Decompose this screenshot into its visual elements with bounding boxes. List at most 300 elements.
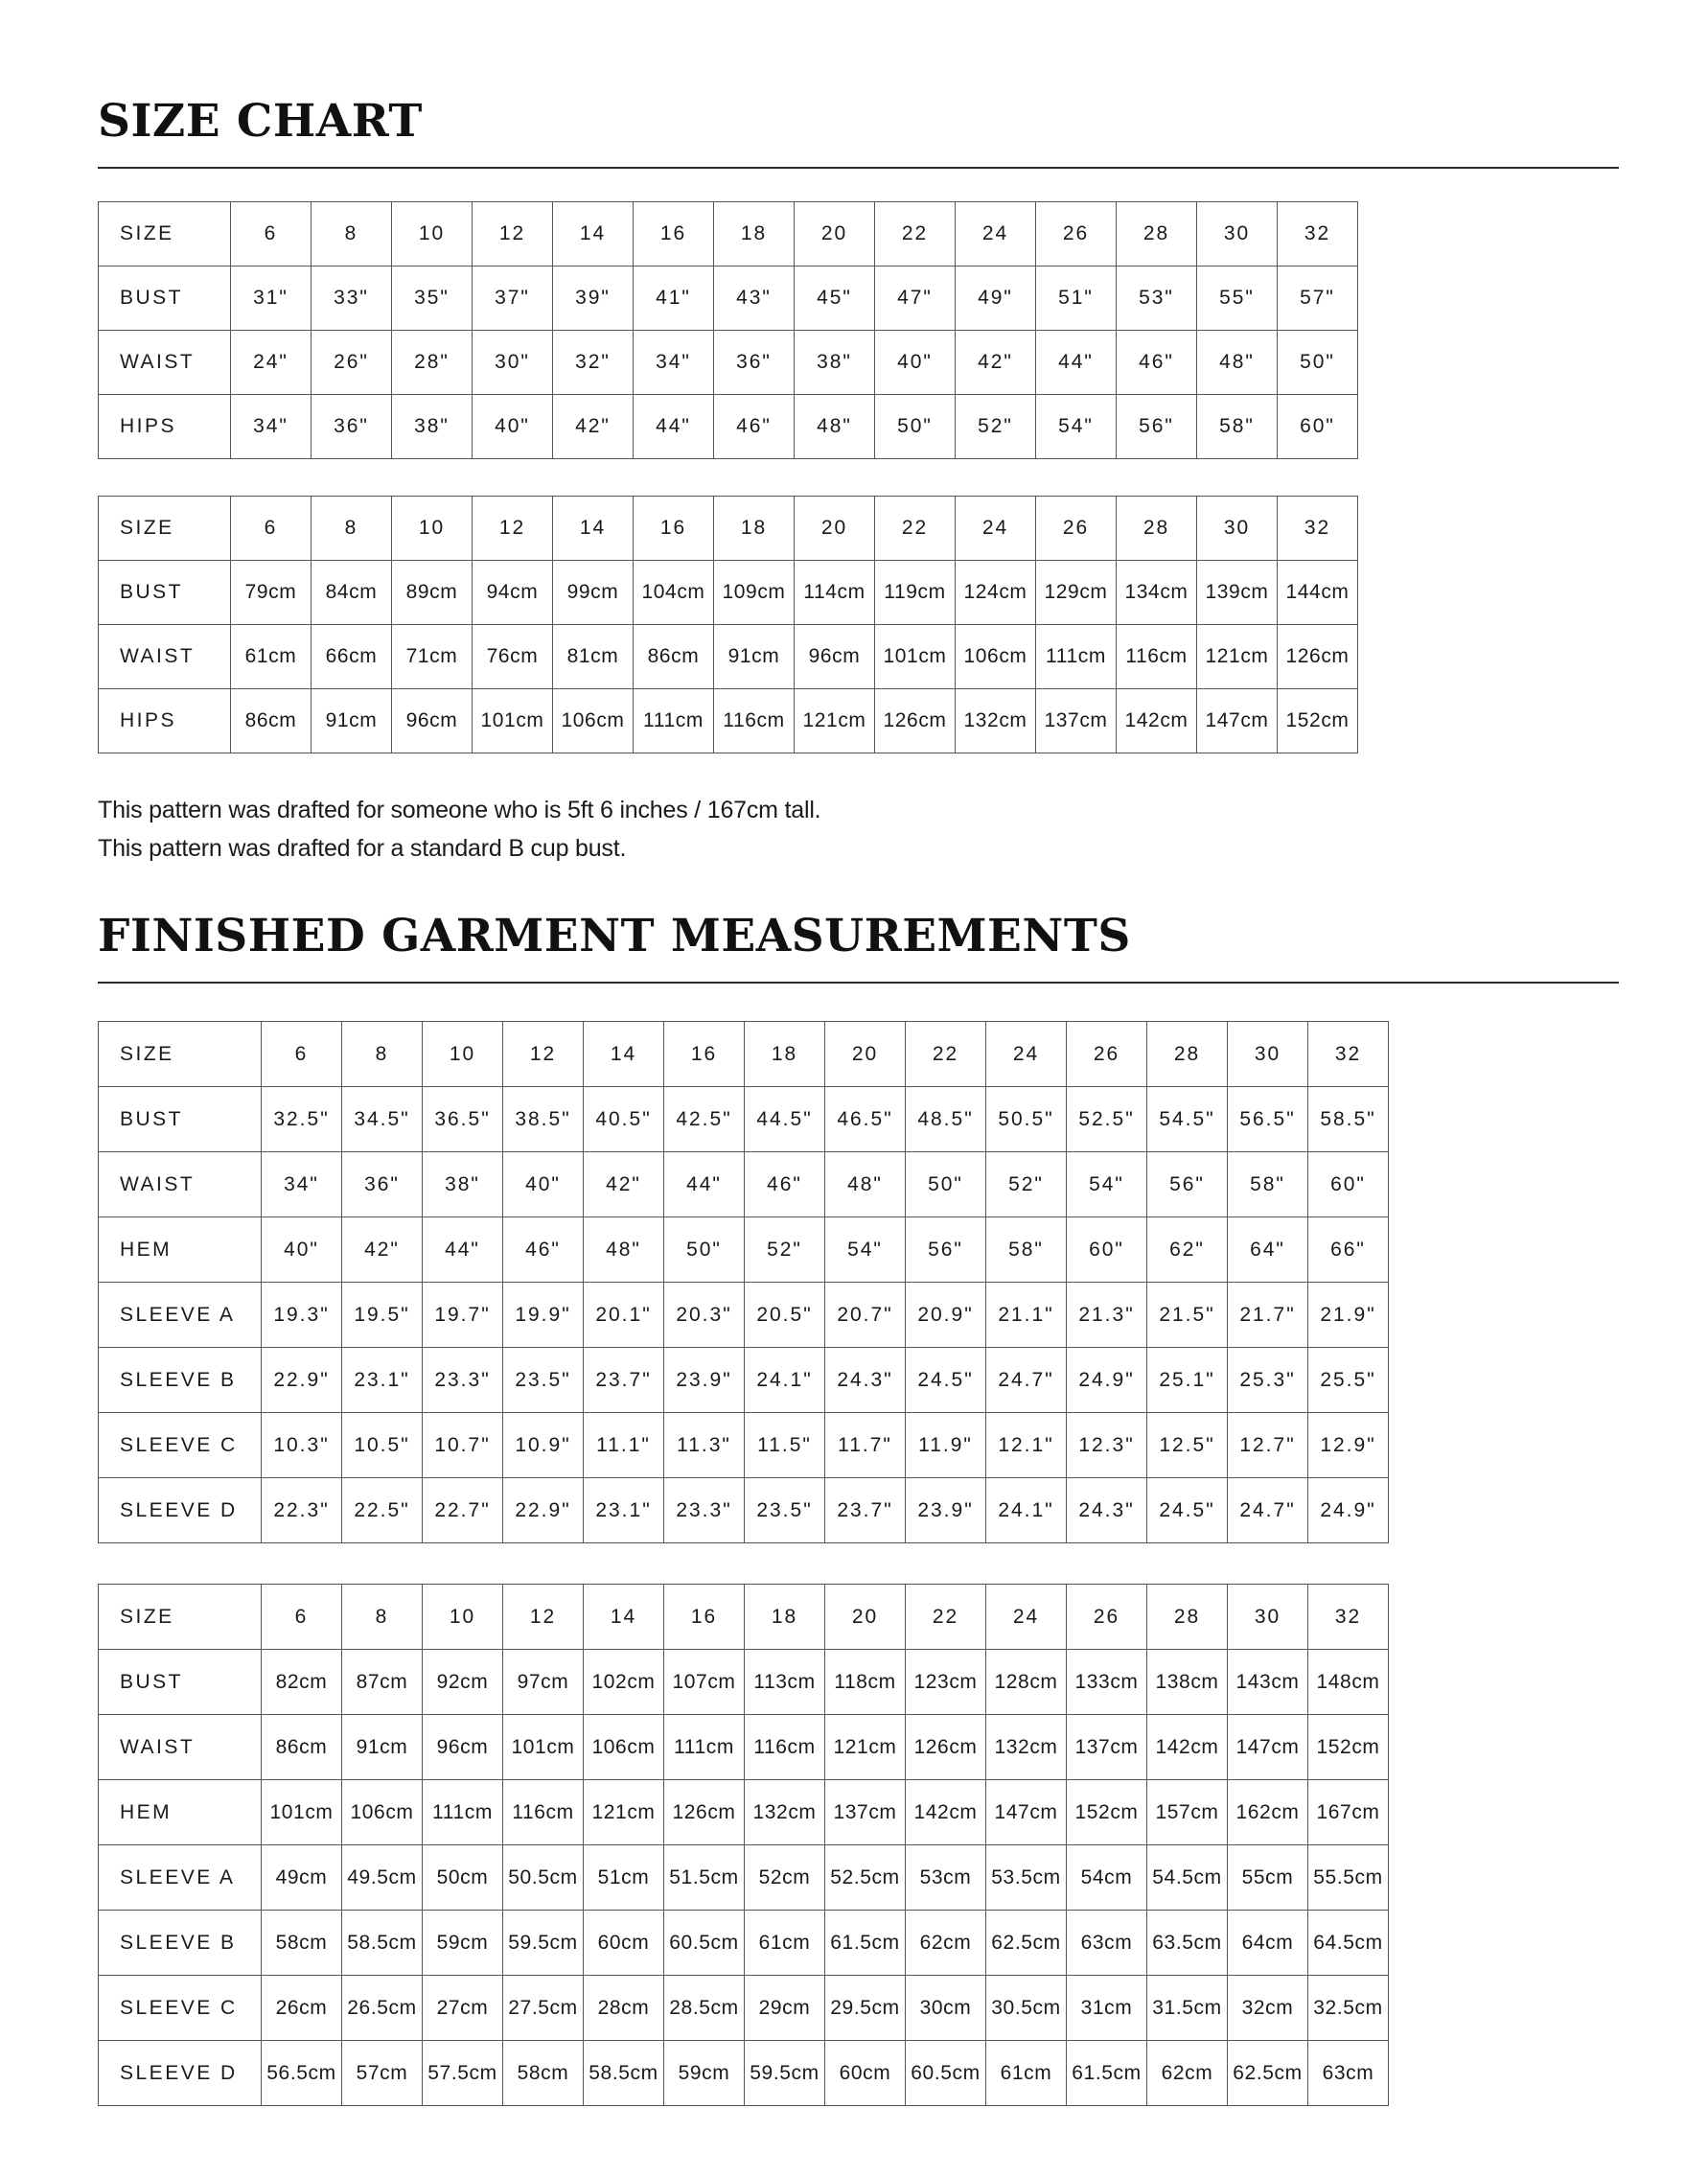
measurement-cell: 24.1" (745, 1348, 825, 1413)
size-header-cell: 14 (584, 1585, 664, 1650)
measurement-cell: 49.5cm (342, 1845, 423, 1911)
measurement-cell: 50" (664, 1217, 745, 1283)
size-header-cell: 10 (423, 1022, 503, 1087)
row-label: SLEEVE A (99, 1283, 262, 1348)
size-chart-inches-table (98, 201, 1358, 459)
measurement-cell: 22.5" (342, 1478, 423, 1543)
measurement-cell: 54" (825, 1217, 906, 1283)
measurement-cell: 144cm (1278, 561, 1358, 625)
row-label: SLEEVE D (99, 1478, 262, 1543)
measurement-cell: 132cm (745, 1780, 825, 1845)
measurement-cell: 24.5" (1147, 1478, 1228, 1543)
table-row (99, 266, 1358, 331)
row-label: HIPS (99, 395, 231, 459)
measurement-cell: 121cm (584, 1780, 664, 1845)
measurement-cell: 10.3" (262, 1413, 342, 1478)
measurement-cell: 12.3" (1067, 1413, 1147, 1478)
finished-garment-divider (98, 982, 1619, 984)
table-row (99, 1087, 1389, 1152)
measurement-cell: 86cm (634, 625, 714, 689)
measurement-cell: 12.9" (1308, 1413, 1389, 1478)
measurement-cell: 62.5cm (986, 1911, 1067, 1976)
size-header-cell: 30 (1228, 1022, 1308, 1087)
measurement-cell: 46" (714, 395, 795, 459)
measurement-cell: 59.5cm (503, 1911, 584, 1976)
size-header-cell: 10 (423, 1585, 503, 1650)
measurement-cell: 40.5" (584, 1087, 664, 1152)
measurement-cell: 26" (312, 331, 392, 395)
measurement-cell: 44" (634, 395, 714, 459)
measurement-cell: 101cm (875, 625, 956, 689)
size-header-cell: 16 (664, 1022, 745, 1087)
measurement-cell: 32cm (1228, 1976, 1308, 2041)
row-label: SLEEVE C (99, 1976, 262, 2041)
measurement-cell: 34.5" (342, 1087, 423, 1152)
measurement-cell: 50cm (423, 1845, 503, 1911)
measurement-cell: 30cm (906, 1976, 986, 2041)
measurement-cell: 106cm (342, 1780, 423, 1845)
measurement-cell: 55cm (1228, 1845, 1308, 1911)
size-header-cell: 12 (503, 1585, 584, 1650)
measurement-cell: 42" (956, 331, 1036, 395)
measurement-cell: 39" (553, 266, 634, 331)
measurement-cell: 12.7" (1228, 1413, 1308, 1478)
measurement-cell: 22.9" (503, 1478, 584, 1543)
measurement-cell: 36" (312, 395, 392, 459)
measurement-cell: 157cm (1147, 1780, 1228, 1845)
measurement-cell: 32.5cm (1308, 1976, 1389, 2041)
size-header-cell: 26 (1036, 497, 1117, 561)
size-header-cell: 8 (342, 1022, 423, 1087)
measurement-cell: 54" (1036, 395, 1117, 459)
measurement-cell: 24.1" (986, 1478, 1067, 1543)
row-label: HEM (99, 1780, 262, 1845)
measurement-cell: 46" (503, 1217, 584, 1283)
measurement-cell: 97cm (503, 1650, 584, 1715)
measurement-cell: 24.9" (1308, 1478, 1389, 1543)
table-row (99, 395, 1358, 459)
measurement-cell: 31cm (1067, 1976, 1147, 2041)
row-label: BUST (99, 1650, 262, 1715)
measurement-cell: 58" (986, 1217, 1067, 1283)
measurement-cell: 52" (956, 395, 1036, 459)
measurement-cell: 58cm (503, 2041, 584, 2106)
measurement-cell: 113cm (745, 1650, 825, 1715)
measurement-cell: 26cm (262, 1976, 342, 2041)
row-label: HEM (99, 1217, 262, 1283)
measurement-cell: 11.9" (906, 1413, 986, 1478)
measurement-cell: 53" (1117, 266, 1197, 331)
measurement-cell: 48" (584, 1217, 664, 1283)
table-row (99, 331, 1358, 395)
pattern-notes (98, 791, 820, 868)
measurement-cell: 11.1" (584, 1413, 664, 1478)
measurement-cell: 51" (1036, 266, 1117, 331)
table-row (99, 561, 1358, 625)
finished-garment-inches-table (98, 1021, 1389, 1543)
row-label: WAIST (99, 331, 231, 395)
measurement-cell: 64cm (1228, 1911, 1308, 1976)
size-header-cell: 28 (1147, 1585, 1228, 1650)
table-row (99, 1413, 1389, 1478)
size-header-row (99, 1585, 1389, 1650)
measurement-cell: 46" (1117, 331, 1197, 395)
measurement-cell: 58.5cm (342, 1911, 423, 1976)
measurement-cell: 58" (1228, 1152, 1308, 1217)
row-label: BUST (99, 266, 231, 331)
measurement-cell: 152cm (1067, 1780, 1147, 1845)
measurement-cell: 56" (906, 1217, 986, 1283)
row-label: BUST (99, 1087, 262, 1152)
measurement-cell: 62cm (1147, 2041, 1228, 2106)
measurement-cell: 63cm (1308, 2041, 1389, 2106)
size-header-cell: 16 (664, 1585, 745, 1650)
size-header-cell: 30 (1228, 1585, 1308, 1650)
measurement-cell: 24.7" (986, 1348, 1067, 1413)
measurement-cell: 32.5" (262, 1087, 342, 1152)
measurement-cell: 36" (714, 331, 795, 395)
measurement-cell: 54.5" (1147, 1087, 1228, 1152)
measurement-cell: 142cm (1117, 689, 1197, 753)
size-header-cell: 26 (1067, 1585, 1147, 1650)
size-header-cell: 14 (584, 1022, 664, 1087)
measurement-cell: 29cm (745, 1976, 825, 2041)
row-label: WAIST (99, 1152, 262, 1217)
measurement-cell: 19.7" (423, 1283, 503, 1348)
measurement-cell: 71cm (392, 625, 473, 689)
measurement-cell: 60cm (584, 1911, 664, 1976)
measurement-cell: 20.3" (664, 1283, 745, 1348)
size-header-cell: 20 (795, 202, 875, 266)
size-header-cell: 10 (392, 497, 473, 561)
measurement-cell: 47" (875, 266, 956, 331)
measurement-cell: 126cm (1278, 625, 1358, 689)
size-header-cell: 20 (795, 497, 875, 561)
table-row (99, 1650, 1389, 1715)
measurement-cell: 57" (1278, 266, 1358, 331)
measurement-cell: 44" (664, 1152, 745, 1217)
measurement-cell: 61cm (231, 625, 312, 689)
measurement-cell: 50" (875, 395, 956, 459)
measurement-cell: 106cm (956, 625, 1036, 689)
size-header-cell: 26 (1036, 202, 1117, 266)
measurement-cell: 91cm (312, 689, 392, 753)
measurement-cell: 123cm (906, 1650, 986, 1715)
measurement-cell: 12.5" (1147, 1413, 1228, 1478)
measurement-cell: 24" (231, 331, 312, 395)
measurement-cell: 61cm (986, 2041, 1067, 2106)
measurement-cell: 81cm (553, 625, 634, 689)
size-header-cell: 18 (714, 202, 795, 266)
measurement-cell: 62.5cm (1228, 2041, 1308, 2106)
measurement-cell: 21.7" (1228, 1283, 1308, 1348)
measurement-cell: 23.5" (745, 1478, 825, 1543)
size-header-cell: 28 (1147, 1022, 1228, 1087)
measurement-cell: 139cm (1197, 561, 1278, 625)
size-header-cell: 8 (312, 202, 392, 266)
measurement-cell: 19.9" (503, 1283, 584, 1348)
measurement-cell: 20.1" (584, 1283, 664, 1348)
measurement-cell: 20.5" (745, 1283, 825, 1348)
measurement-cell: 111cm (634, 689, 714, 753)
measurement-cell: 55" (1197, 266, 1278, 331)
measurement-cell: 38" (423, 1152, 503, 1217)
measurement-cell: 31.5cm (1147, 1976, 1228, 2041)
measurement-cell: 27cm (423, 1976, 503, 2041)
measurement-cell: 50.5cm (503, 1845, 584, 1911)
size-header-cell: 24 (986, 1585, 1067, 1650)
measurement-cell: 30.5cm (986, 1976, 1067, 2041)
measurement-cell: 48" (825, 1152, 906, 1217)
measurement-cell: 111cm (423, 1780, 503, 1845)
size-header-cell: 32 (1308, 1022, 1389, 1087)
measurement-cell: 24.7" (1228, 1478, 1308, 1543)
measurement-cell: 60cm (825, 2041, 906, 2106)
size-row-label: SIZE (99, 1585, 262, 1650)
row-label: HIPS (99, 689, 231, 753)
measurement-cell: 137cm (1036, 689, 1117, 753)
size-header-row (99, 1022, 1389, 1087)
measurement-cell: 22.9" (262, 1348, 342, 1413)
pattern-note-cup: This pattern was drafted for a standard B cup bust. (98, 835, 627, 862)
size-header-cell: 18 (714, 497, 795, 561)
measurement-cell: 24.9" (1067, 1348, 1147, 1413)
measurement-cell: 42" (553, 395, 634, 459)
measurement-cell: 59cm (423, 1911, 503, 1976)
measurement-cell: 48" (1197, 331, 1278, 395)
measurement-cell: 96cm (423, 1715, 503, 1780)
measurement-cell: 91cm (714, 625, 795, 689)
measurement-cell: 66" (1308, 1217, 1389, 1283)
measurement-cell: 50" (906, 1152, 986, 1217)
measurement-cell: 106cm (553, 689, 634, 753)
measurement-cell: 43" (714, 266, 795, 331)
measurement-cell: 21.1" (986, 1283, 1067, 1348)
measurement-cell: 40" (473, 395, 553, 459)
measurement-cell: 55.5cm (1308, 1845, 1389, 1911)
size-header-cell: 12 (473, 202, 553, 266)
measurement-cell: 34" (231, 395, 312, 459)
size-header-cell: 8 (312, 497, 392, 561)
size-header-cell: 10 (392, 202, 473, 266)
measurement-cell: 58.5cm (584, 2041, 664, 2106)
measurement-cell: 56.5cm (262, 2041, 342, 2106)
measurement-cell: 76cm (473, 625, 553, 689)
measurement-cell: 23.7" (584, 1348, 664, 1413)
measurement-cell: 147cm (1228, 1715, 1308, 1780)
size-header-cell: 24 (956, 497, 1036, 561)
table-row (99, 1152, 1389, 1217)
table-row (99, 689, 1358, 753)
measurement-cell: 11.3" (664, 1413, 745, 1478)
measurement-cell: 137cm (825, 1780, 906, 1845)
measurement-cell: 22.3" (262, 1478, 342, 1543)
measurement-cell: 37" (473, 266, 553, 331)
measurement-cell: 57cm (342, 2041, 423, 2106)
measurement-cell: 42" (342, 1217, 423, 1283)
measurement-cell: 46.5" (825, 1087, 906, 1152)
measurement-cell: 114cm (795, 561, 875, 625)
measurement-cell: 87cm (342, 1650, 423, 1715)
measurement-cell: 19.3" (262, 1283, 342, 1348)
measurement-cell: 27.5cm (503, 1976, 584, 2041)
measurement-cell: 48.5" (906, 1087, 986, 1152)
measurement-cell: 99cm (553, 561, 634, 625)
table-row (99, 625, 1358, 689)
measurement-cell: 66cm (312, 625, 392, 689)
measurement-cell: 46" (745, 1152, 825, 1217)
measurement-cell: 111cm (664, 1715, 745, 1780)
measurement-cell: 21.9" (1308, 1283, 1389, 1348)
size-header-cell: 18 (745, 1585, 825, 1650)
measurement-cell: 142cm (1147, 1715, 1228, 1780)
measurement-cell: 50.5" (986, 1087, 1067, 1152)
size-chart-title: SIZE CHART (98, 95, 423, 148)
size-header-row (99, 497, 1358, 561)
measurement-cell: 23.7" (825, 1478, 906, 1543)
size-header-cell: 22 (906, 1022, 986, 1087)
finished-garment-cm-table (98, 1584, 1389, 2106)
table-row (99, 1780, 1389, 1845)
measurement-cell: 54.5cm (1147, 1845, 1228, 1911)
measurement-cell: 44" (423, 1217, 503, 1283)
measurement-cell: 28cm (584, 1976, 664, 2041)
size-header-cell: 30 (1197, 497, 1278, 561)
measurement-cell: 106cm (584, 1715, 664, 1780)
measurement-cell: 10.9" (503, 1413, 584, 1478)
measurement-cell: 128cm (986, 1650, 1067, 1715)
measurement-cell: 111cm (1036, 625, 1117, 689)
measurement-cell: 52cm (745, 1845, 825, 1911)
measurement-cell: 119cm (875, 561, 956, 625)
measurement-cell: 121cm (795, 689, 875, 753)
measurement-cell: 104cm (634, 561, 714, 625)
measurement-cell: 45" (795, 266, 875, 331)
measurement-cell: 60" (1278, 395, 1358, 459)
size-header-cell: 32 (1278, 202, 1358, 266)
measurement-cell: 10.5" (342, 1413, 423, 1478)
measurement-cell: 60.5cm (664, 1911, 745, 1976)
measurement-cell: 30" (473, 331, 553, 395)
measurement-cell: 59.5cm (745, 2041, 825, 2106)
table-row (99, 1348, 1389, 1413)
measurement-cell: 51.5cm (664, 1845, 745, 1911)
measurement-cell: 143cm (1228, 1650, 1308, 1715)
size-header-cell: 12 (503, 1022, 584, 1087)
measurement-cell: 62cm (906, 1911, 986, 1976)
measurement-cell: 23.1" (584, 1478, 664, 1543)
measurement-cell: 28" (392, 331, 473, 395)
measurement-cell: 121cm (1197, 625, 1278, 689)
measurement-cell: 52.5cm (825, 1845, 906, 1911)
measurement-cell: 49cm (262, 1845, 342, 1911)
measurement-cell: 96cm (795, 625, 875, 689)
table-row (99, 2041, 1389, 2106)
measurement-cell: 48" (795, 395, 875, 459)
measurement-cell: 58" (1197, 395, 1278, 459)
measurement-cell: 126cm (875, 689, 956, 753)
measurement-cell: 61.5cm (825, 1911, 906, 1976)
measurement-cell: 44" (1036, 331, 1117, 395)
size-header-cell: 32 (1308, 1585, 1389, 1650)
measurement-cell: 50" (1278, 331, 1358, 395)
table-row (99, 1845, 1389, 1911)
measurement-cell: 96cm (392, 689, 473, 753)
measurement-cell: 61cm (745, 1911, 825, 1976)
measurement-cell: 147cm (1197, 689, 1278, 753)
measurement-cell: 101cm (262, 1780, 342, 1845)
size-header-cell: 24 (986, 1022, 1067, 1087)
measurement-cell: 126cm (664, 1780, 745, 1845)
size-header-cell: 26 (1067, 1022, 1147, 1087)
size-chart-cm-table (98, 496, 1358, 753)
measurement-cell: 60" (1308, 1152, 1389, 1217)
size-header-cell: 6 (262, 1022, 342, 1087)
size-header-cell: 14 (553, 497, 634, 561)
size-header-cell: 8 (342, 1585, 423, 1650)
row-label: SLEEVE D (99, 2041, 262, 2106)
measurement-cell: 38" (795, 331, 875, 395)
size-header-cell: 16 (634, 202, 714, 266)
size-row-label: SIZE (99, 497, 231, 561)
measurement-cell: 40" (262, 1217, 342, 1283)
measurement-cell: 52" (986, 1152, 1067, 1217)
measurement-cell: 129cm (1036, 561, 1117, 625)
measurement-cell: 89cm (392, 561, 473, 625)
measurement-cell: 12.1" (986, 1413, 1067, 1478)
size-header-cell: 20 (825, 1022, 906, 1087)
measurement-cell: 24.3" (825, 1348, 906, 1413)
measurement-cell: 11.7" (825, 1413, 906, 1478)
measurement-cell: 40" (875, 331, 956, 395)
measurement-cell: 25.5" (1308, 1348, 1389, 1413)
measurement-cell: 61.5cm (1067, 2041, 1147, 2106)
table-row (99, 1976, 1389, 2041)
measurement-cell: 109cm (714, 561, 795, 625)
measurement-cell: 20.7" (825, 1283, 906, 1348)
measurement-cell: 101cm (503, 1715, 584, 1780)
measurement-cell: 63cm (1067, 1911, 1147, 1976)
measurement-cell: 36.5" (423, 1087, 503, 1152)
measurement-cell: 121cm (825, 1715, 906, 1780)
measurement-cell: 64" (1228, 1217, 1308, 1283)
measurement-cell: 22.7" (423, 1478, 503, 1543)
size-header-cell: 14 (553, 202, 634, 266)
measurement-cell: 137cm (1067, 1715, 1147, 1780)
size-header-cell: 20 (825, 1585, 906, 1650)
table-row (99, 1217, 1389, 1283)
size-header-cell: 6 (231, 202, 312, 266)
measurement-cell: 147cm (986, 1780, 1067, 1845)
measurement-cell: 86cm (262, 1715, 342, 1780)
measurement-cell: 34" (634, 331, 714, 395)
measurement-cell: 29.5cm (825, 1976, 906, 2041)
size-header-row (99, 202, 1358, 266)
measurement-cell: 21.5" (1147, 1283, 1228, 1348)
measurement-cell: 84cm (312, 561, 392, 625)
measurement-cell: 86cm (231, 689, 312, 753)
measurement-cell: 36" (342, 1152, 423, 1217)
finished-garment-title: FINISHED GARMENT MEASUREMENTS (98, 910, 1131, 962)
measurement-cell: 19.5" (342, 1283, 423, 1348)
measurement-cell: 132cm (956, 689, 1036, 753)
table-row (99, 1911, 1389, 1976)
measurement-cell: 148cm (1308, 1650, 1389, 1715)
measurement-cell: 26.5cm (342, 1976, 423, 2041)
measurement-cell: 92cm (423, 1650, 503, 1715)
measurement-cell: 116cm (745, 1715, 825, 1780)
row-label: WAIST (99, 1715, 262, 1780)
